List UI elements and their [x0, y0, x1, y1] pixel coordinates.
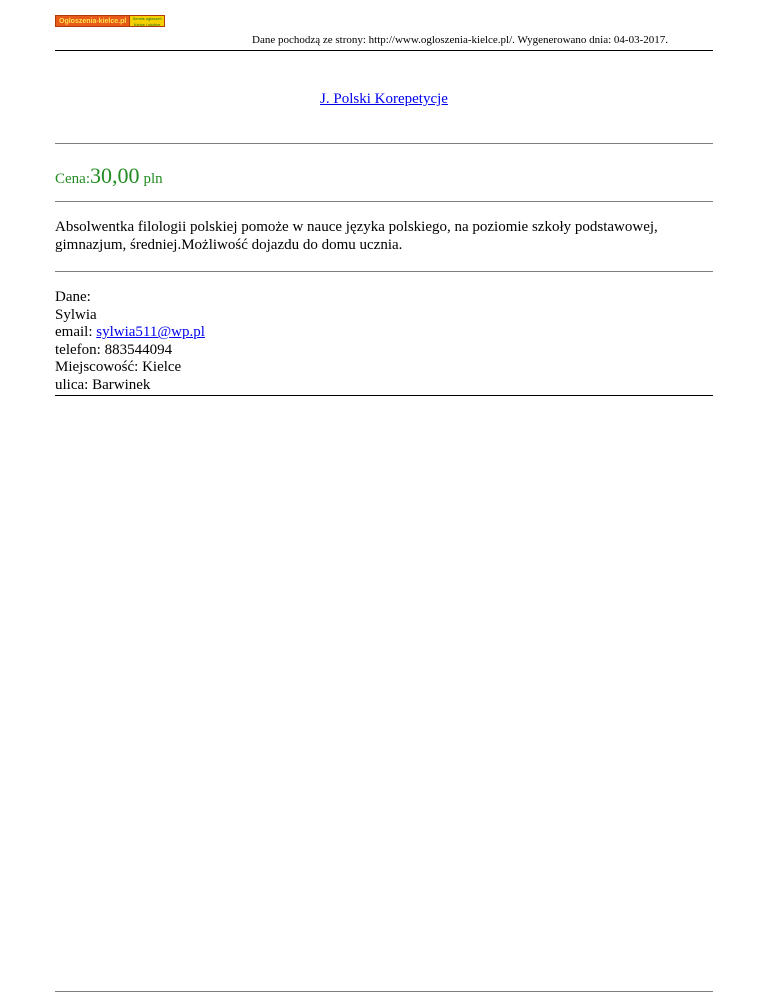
price-label: Cena:	[55, 171, 90, 187]
phone-value: 883544094	[104, 341, 173, 358]
contact-divider	[55, 395, 713, 396]
contact-name: Sylwia	[55, 306, 97, 323]
price	[55, 163, 163, 189]
price-currency: pln	[143, 171, 163, 187]
source-info: Dane pochodzą ze strony: http://www.ogloszenia-kielce.pl/. Wygenerowano dnia: 04-03-2017.	[252, 34, 668, 46]
price-divider	[55, 201, 713, 202]
description-divider	[55, 271, 713, 272]
city-value: Kielce	[142, 359, 182, 376]
header-divider	[55, 50, 713, 51]
ad-description: Absolwentka filologii polskiej pomoże w nauce języka polskiego, na poziomie szkoły podstawowej, gimnazjum, średniej.Możliwość dojazdu do domu ucznia.	[55, 219, 658, 253]
site-logo-text: Ogloszenia-kielce.pl	[55, 15, 130, 27]
street-value: Barwinek	[92, 376, 151, 393]
ad-title-link[interactable]: J. Polski Korepetycje	[320, 91, 448, 107]
price-value: 30,00	[90, 163, 140, 188]
site-logo-tagline: Serwis ogłoszeń Kielce i okolice	[130, 15, 165, 27]
city-label: Miejscowość:	[55, 359, 143, 376]
contact-details	[55, 289, 205, 395]
site-logo	[55, 15, 165, 27]
ad-title	[55, 91, 713, 108]
contact-heading: Dane:	[55, 289, 91, 305]
contact-email-row	[55, 324, 205, 342]
footer-divider	[55, 991, 713, 992]
email-label: email:	[55, 324, 97, 341]
contact-city-row	[55, 359, 205, 377]
contact-phone-row	[55, 342, 205, 360]
title-divider	[55, 143, 713, 144]
email-link[interactable]: sylwia511@wp.pl	[96, 324, 205, 341]
contact-street-row	[55, 377, 205, 395]
phone-label: telefon:	[55, 341, 105, 358]
street-label: ulica:	[55, 376, 93, 393]
